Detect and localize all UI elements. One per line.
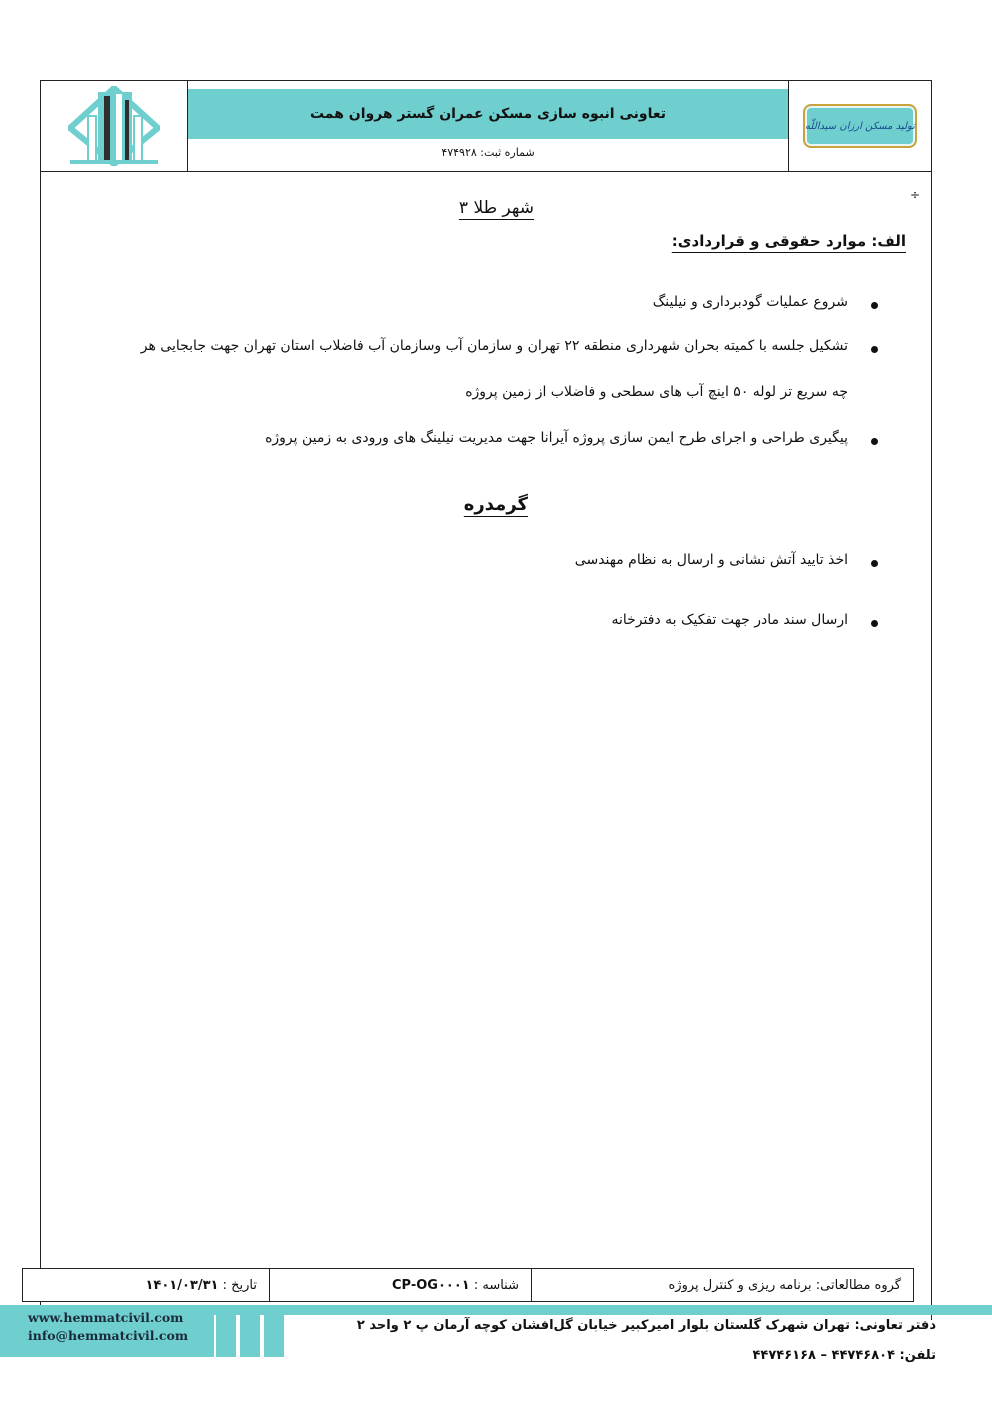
section-heading-garmdareh: گرمدره [463, 494, 528, 515]
footer-bar [264, 1305, 284, 1357]
section-heading-shahr-tala: شهر طلا ۳ [458, 198, 534, 218]
page-frame [40, 80, 932, 1320]
footer-bar [240, 1305, 260, 1357]
study-group: گروه مطالعاتی: برنامه ریزی و کنترل پروژه [668, 1277, 901, 1293]
study-group-cell [531, 1269, 913, 1301]
list-item: ارسال سند مادر جهت تفکیک به دفترخانه [611, 612, 848, 628]
document-date: ۱۴۰۱/۰۳/۳۱ [145, 1277, 219, 1293]
registration-number: شماره ثبت: ۴۷۴۹۲۸ [441, 145, 535, 159]
date-cell [23, 1269, 269, 1301]
document-code: CP-OG۰۰۰۱ [392, 1277, 470, 1293]
list-item: تشکیل جلسه با کمیته بحران شهرداری منطقه ۲۲ تهران و سازمان آب وسازمان آب فاضلاب استان تهران جهت جابجایی هر [140, 338, 848, 354]
footer-info-table [22, 1268, 914, 1302]
building-logo-icon [68, 86, 160, 166]
bullet-icon [871, 560, 878, 567]
bullet-icon [871, 346, 878, 353]
header-center [188, 81, 788, 171]
divider-mark: ÷ [910, 188, 921, 202]
list-item: پیگیری طراحی و اجرای طرح ایمن سازی پروژه آیرانا جهت مدیریت نیلینگ های ورودی به زمین پروژه [265, 430, 848, 446]
cooperative-title: تعاونی انبوه سازی مسکن عمران گستر هروان همت [188, 89, 788, 139]
calligraphy-logo [803, 104, 917, 148]
bullet-icon [871, 620, 878, 627]
list-item-continuation: چه سریع تر لوله ۵۰ اینچ آب های سطحی و فاضلاب از زمین پروژه [465, 384, 848, 400]
phone-numbers: تلفن: ۴۴۷۴۶۸۰۴ – ۴۴۷۴۶۱۶۸ [752, 1348, 936, 1363]
list-item: اخذ تایید آتش نشانی و ارسال به نظام مهندسی [574, 552, 848, 568]
bullet-icon [871, 302, 878, 309]
badge-cell [788, 81, 931, 171]
list-item: شروع عملیات گودبرداری و نیلینگ [652, 294, 848, 310]
website-link[interactable]: www.hemmatcivil.com [28, 1310, 184, 1325]
document-code-cell [269, 1269, 531, 1301]
document-code-label: شناسه : [473, 1277, 519, 1293]
date-label: تاریخ : [222, 1277, 257, 1293]
calligraphy-logo-text: تولید مسکن ارزان سیداللّه [805, 120, 915, 132]
bullet-icon [871, 438, 878, 445]
email-link[interactable]: info@hemmatcivil.com [28, 1328, 189, 1343]
office-address: دفتر تعاونی: تهران شهرک گلستان بلوار امیرکبیر خیابان گل‌افشان کوچه آرمان پ ۲ واحد ۲ [356, 1318, 936, 1333]
document-header [40, 80, 932, 172]
footer-bar [216, 1305, 236, 1357]
legal-subheading: الف: موارد حقوقی و قراردادی: [671, 232, 906, 250]
logo-cell [41, 81, 188, 171]
